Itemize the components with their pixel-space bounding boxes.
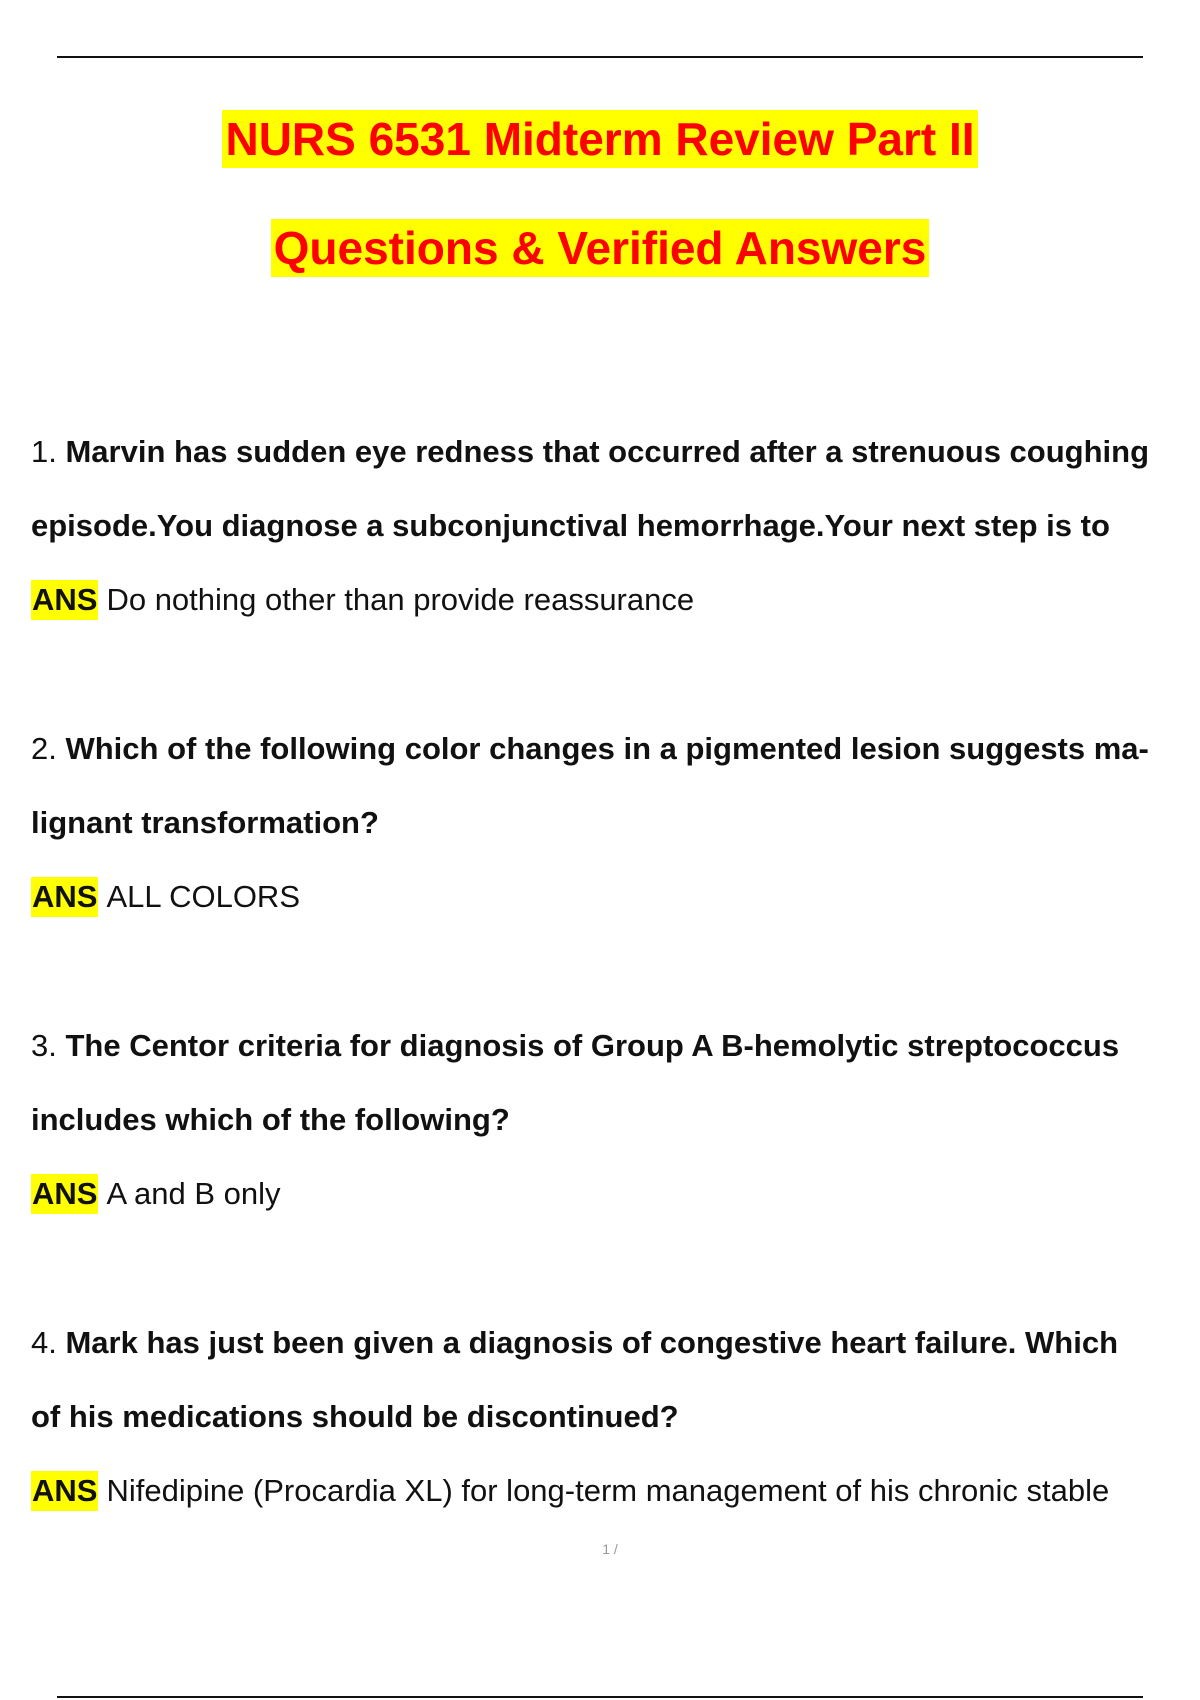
title-line-2: Questions & Verified Answers (271, 219, 930, 277)
answer-line (31, 877, 300, 917)
question-number: 2. (31, 731, 57, 766)
question-text: Mark has just been given a diagnosis of congestive heart failure. Which (65, 1325, 1119, 1360)
question-number: 4. (31, 1325, 57, 1360)
page-number: 1 / (602, 1541, 618, 1557)
question-line (31, 803, 379, 843)
question-text: lignant transformation? (31, 805, 379, 840)
question-text: of his medications should be discontinued? (31, 1399, 679, 1434)
question-number: 3. (31, 1028, 57, 1063)
question-line (31, 1397, 679, 1437)
question-text: episode.You diagnose a subconjunctival hemorrhage.Your next step is to (31, 508, 1110, 543)
answer-tag: ANS (31, 877, 98, 917)
answer-text: ALL COLORS (106, 879, 300, 914)
question-line (31, 1100, 510, 1140)
question-text: Which of the following color changes in a pigmented lesion suggests ma- (65, 731, 1149, 766)
question-line (31, 729, 1149, 769)
question-text: The Centor criteria for diagnosis of Group A B-hemolytic streptococcus (65, 1028, 1120, 1063)
title-line-1: NURS 6531 Midterm Review Part II (222, 110, 977, 168)
question-number: 1. (31, 434, 57, 469)
answer-tag: ANS (31, 1471, 98, 1511)
question-text: Marvin has sudden eye redness that occurred after a strenuous coughing (65, 434, 1150, 469)
document-title (0, 110, 1200, 168)
question-line (31, 506, 1110, 546)
answer-text: Nifedipine (Procardia XL) for long-term management of his chronic stable (106, 1473, 1110, 1508)
answer-line (31, 580, 694, 620)
bottom-rule (57, 1696, 1143, 1698)
question-line (31, 1323, 1118, 1363)
question-text: includes which of the following? (31, 1102, 510, 1137)
document-subtitle (0, 219, 1200, 277)
answer-tag: ANS (31, 1174, 98, 1214)
answer-text: Do nothing other than provide reassurance (106, 582, 695, 617)
answer-line (31, 1174, 281, 1214)
question-line (31, 1026, 1119, 1066)
answer-tag: ANS (31, 580, 98, 620)
top-rule (57, 56, 1143, 58)
answer-text: A and B only (106, 1176, 281, 1211)
answer-line (31, 1471, 1109, 1511)
question-line (31, 432, 1149, 472)
